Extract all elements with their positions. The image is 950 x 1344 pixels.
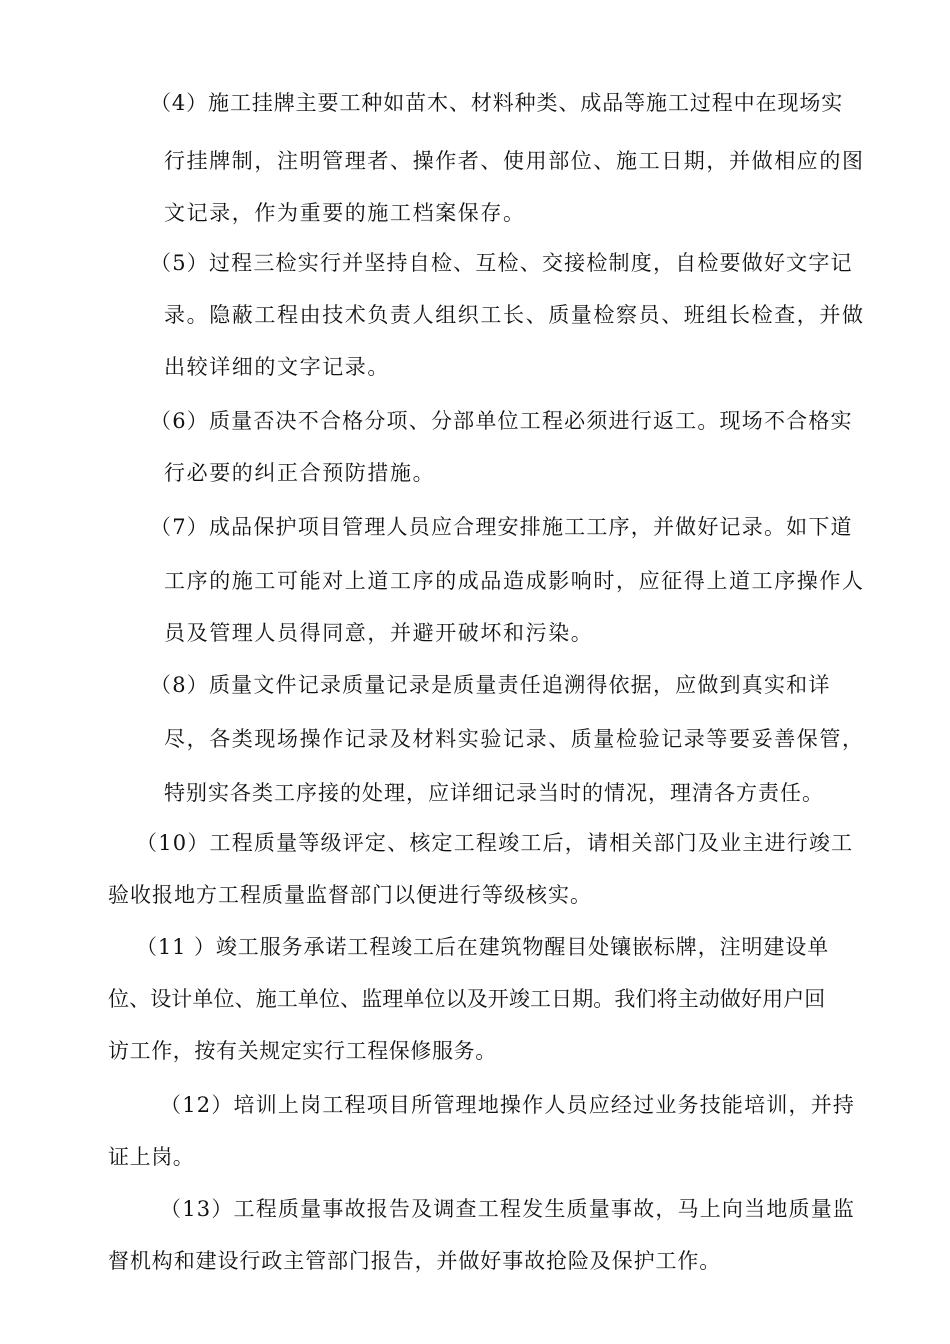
paragraph-4-line-1: （4）施工挂牌主要工种如苗木、材料种类、成品等施工过程中在现场实 [150, 91, 844, 115]
paragraph-13-line-2: 督机构和建设行政主管部门报告，并做好事故抢险及保护工作。 [108, 1249, 722, 1273]
paragraph-7-line-3: 员及管理人员得同意，并避开破坏和污染。 [164, 621, 594, 645]
paragraph-8-line-3: 特别实各类工序接的处理，应详细记录当时的情况，理清各方责任。 [164, 781, 824, 805]
paragraph-8-line-1: （8）质量文件记录质量记录是质量责任追溯得依据，应做到真实和详 [150, 673, 831, 697]
paragraph-7-line-1: （7）成品保护项目管理人员应合理安排施工工序，并做好记录。如下道 [150, 515, 853, 539]
paragraph-11-line-1: （11 ）竣工服务承诺工程竣工后在建筑物醒目处镶嵌标牌，注明建设单 [136, 935, 830, 959]
paragraph-6-line-1: （6）质量否决不合格分项、分部单位工程必须进行返工。现场不合格实 [150, 409, 853, 433]
paragraph-11-line-3: 访工作，按有关规定实行工程保修服务。 [108, 1039, 497, 1063]
paragraph-12-line-1: （12）培训上岗工程项目所管理地操作人员应经过业务技能培训，并持 [160, 1093, 856, 1117]
paragraph-5-line-1: （5）过程三检实行并坚持自检、互检、交接检制度，自检要做好文字记 [150, 251, 853, 275]
paragraph-8-line-2: 尽，各类现场操作记录及材料实验记录、质量检验记录等要妥善保管， [164, 727, 865, 751]
paragraph-11-line-2: 位、设计单位、施工单位、监理单位以及开竣工日期。我们将主动做好用户回 [108, 987, 826, 1011]
paragraph-12-line-2: 证上岗。 [108, 1145, 195, 1169]
paragraph-5-line-3: 出较详细的文字记录。 [164, 355, 390, 379]
paragraph-5-line-2: 录。隐蔽工程由技术负责人组织工长、质量检察员、班组长检查，并做 [164, 303, 865, 327]
paragraph-4-line-2: 行挂牌制，注明管理者、操作者、使用部位、施工日期，并做相应的图 [164, 149, 865, 173]
paragraph-10-line-2: 验收报地方工程质量监督部门以便进行等级核实。 [108, 883, 592, 907]
paragraph-6-line-2: 行必要的纠正合预防措施。 [164, 461, 436, 485]
paragraph-10-line-1: （10）工程质量等级评定、核定工程竣工后，请相关部门及业主进行竣工 [136, 831, 854, 855]
paragraph-4-line-3: 文记录，作为重要的施工档案保存。 [164, 201, 526, 225]
paragraph-7-line-2: 工序的施工可能对上道工序的成品造成影响时，应征得上道工序操作人 [164, 569, 865, 593]
paragraph-13-line-1: （13）工程质量事故报告及调查工程发生质量事故，马上向当地质量监 [160, 1197, 856, 1221]
